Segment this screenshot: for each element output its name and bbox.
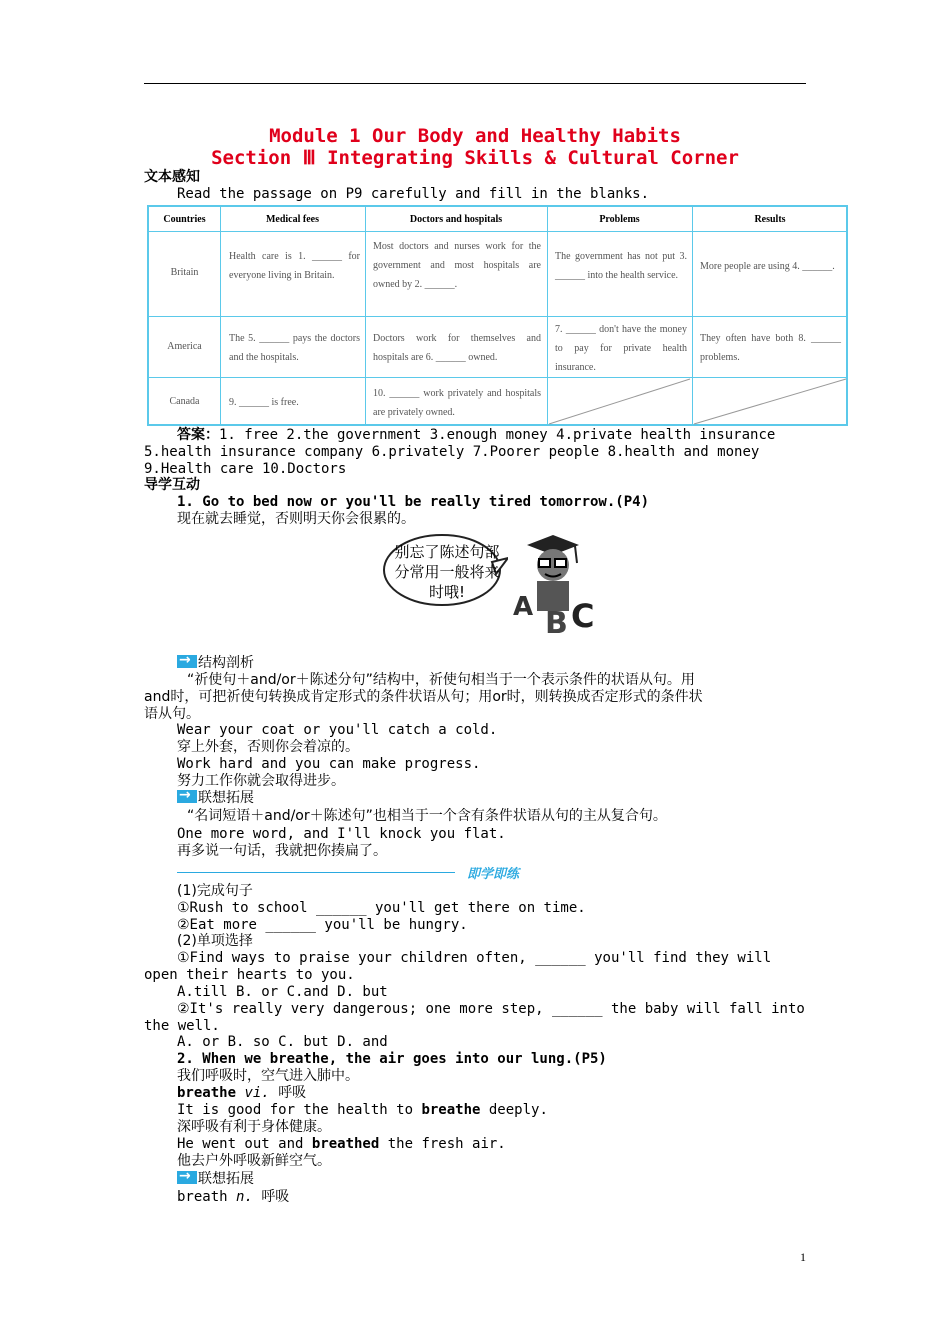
q1-b: ②Eat more ______ you'll be hungry. (177, 917, 468, 933)
instruction: Read the passage on P9 carefully and fill in the blanks. (177, 186, 650, 202)
breathe-entry: breathe vi. 呼吸 (177, 1085, 307, 1101)
country-america: America (167, 341, 202, 352)
svg-text:A: A (513, 592, 534, 622)
empty-cell-diagonals (547, 377, 848, 426)
example3-en: One more word, and I'll knock you flat. (177, 826, 506, 842)
bubble-text: 别忘了陈述句部分常用一般将来时哦! (394, 543, 500, 601)
extend2-heading: →联想拓展 (177, 1171, 254, 1188)
q2-b-line2: the well. (144, 1018, 220, 1034)
structure-p1: “祈使句＋and/or＋陈述分句”结构中，祈使句相当于一个表示条件的状语从句。用 (187, 672, 695, 688)
answers-line2: 5.health insurance company 6.privately 7.Poorer people 8.health and money (144, 444, 760, 460)
example1-cn: 穿上外套，否则你会着凉的。 (177, 739, 359, 755)
svg-text:C: C (571, 597, 595, 635)
teacher-abc-illustration (505, 533, 600, 645)
medical-table (147, 205, 848, 426)
q2-a-line2: open their hearts to you. (144, 967, 355, 983)
module-title: Module 1 Our Body and Healthy Habits (269, 125, 681, 147)
practice-label: 即学即练 (467, 867, 520, 882)
arrow-icon (177, 790, 197, 803)
q2-a-line1: ①Find ways to praise your children often, ______ you'll find they will (177, 950, 772, 966)
cell-america-problems: 7. ______ don't have the money to pay for private health insurance. (555, 324, 687, 373)
arrow-icon (177, 655, 197, 668)
structure-p3: 语从句。 (144, 706, 200, 722)
header-problems: Problems (599, 214, 640, 225)
answers-line3: 9.Health care 10.Doctors (144, 461, 347, 477)
header-medical-fees: Medical fees (265, 214, 320, 225)
structure-p2: and时，可把祈使句转换成肯定形式的条件状语从句；用or时，则转换成否定形式的条件状 (144, 689, 703, 705)
q1-a: ①Rush to school ______ you'll get there on time. (177, 900, 586, 916)
header-doctors: Doctors and hospitals (409, 214, 503, 225)
example2-en: Work hard and you can make progress. (177, 756, 481, 772)
cell-canada-doctors: 10. ______ work privately and hospitals are privately owned. (373, 388, 541, 418)
item2-translation: 我们呼吸时，空气进入肺中。 (177, 1068, 359, 1084)
item1-sentence: 1. Go to bed now or you'll be really tired tomorrow.(P4) (177, 494, 650, 510)
example3-cn: 再多说一句话，我就把你揍扁了。 (177, 843, 387, 859)
extend-heading: →联想拓展 (177, 790, 254, 807)
section-heading-interaction: 导学互动 (144, 477, 200, 493)
arrow-icon (177, 1171, 197, 1184)
item2-sentence: 2. When we breathe, the air goes into our lung.(P5) (177, 1051, 607, 1067)
cell-britain-results: More people are using 4. ______. (700, 261, 835, 272)
structure-heading: →结构剖析 (177, 655, 254, 672)
cell-britain-problems: The government has not put 3. ______ into the health service. (555, 251, 687, 281)
cell-america-results: They often have both 8. ______ problems. (700, 333, 841, 363)
cell-britain-doctors: Most doctors and nurses work for the government and most hospitals are owned by 2. ______. (373, 241, 541, 290)
example4-cn: 深呼吸有利于身体健康。 (177, 1119, 331, 1135)
country-britain: Britain (170, 267, 199, 278)
page-number: 1 (800, 1250, 806, 1264)
example5-en: He went out and breathed the fresh air. (177, 1136, 506, 1152)
answers-line1: 答案：1. free 2.the government 3.enough money 4.private health insurance (177, 427, 776, 443)
cell-america-doctors: Doctors work for themselves and hospitals are 6. ______ owned. (373, 333, 541, 363)
item1-translation: 现在就去睡觉，否则明天你会很累的。 (177, 511, 415, 527)
cell-america-fees: The 5. ______ pays the doctors and the hospitals. (229, 333, 360, 363)
q1-heading: (1)完成句子 (177, 883, 253, 899)
breath-entry: breath n. 呼吸 (177, 1189, 290, 1205)
header-results: Results (754, 214, 786, 225)
example4-en: It is good for the health to breathe deeply. (177, 1102, 548, 1118)
cell-canada-fees: 9. ______ is free. (229, 397, 299, 408)
extend-paragraph: “名词短语＋and/or＋陈述句”也相当于一个含有条件状语从句的主从复合句。 (187, 808, 667, 824)
section-title: Section Ⅲ Integrating Skills & Cultural Corner (211, 147, 739, 169)
svg-text:B: B (545, 606, 568, 641)
example1-en: Wear your coat or you'll catch a cold. (177, 722, 498, 738)
example5-cn: 他去户外呼吸新鲜空气。 (177, 1153, 331, 1169)
header-countries: Countries (163, 214, 206, 225)
country-canada: Canada (169, 396, 200, 407)
practice-divider (177, 866, 552, 880)
cell-britain-fees: Health care is 1. ______ for everyone living in Britain. (229, 251, 360, 281)
q2-b-line1: ②It's really very dangerous; one more step, ______ the baby will fall into (177, 1001, 805, 1017)
q2-heading: (2)单项选择 (177, 933, 253, 949)
example2-cn: 努力工作你就会取得进步。 (177, 773, 345, 789)
section-heading-text-perception: 文本感知 (144, 169, 200, 185)
header-rule (144, 83, 806, 84)
q2-a-options: A.till B. or C.and D. but (177, 984, 388, 1000)
speech-bubble (382, 532, 508, 612)
q2-b-options: A. or B. so C. but D. and (177, 1034, 388, 1050)
